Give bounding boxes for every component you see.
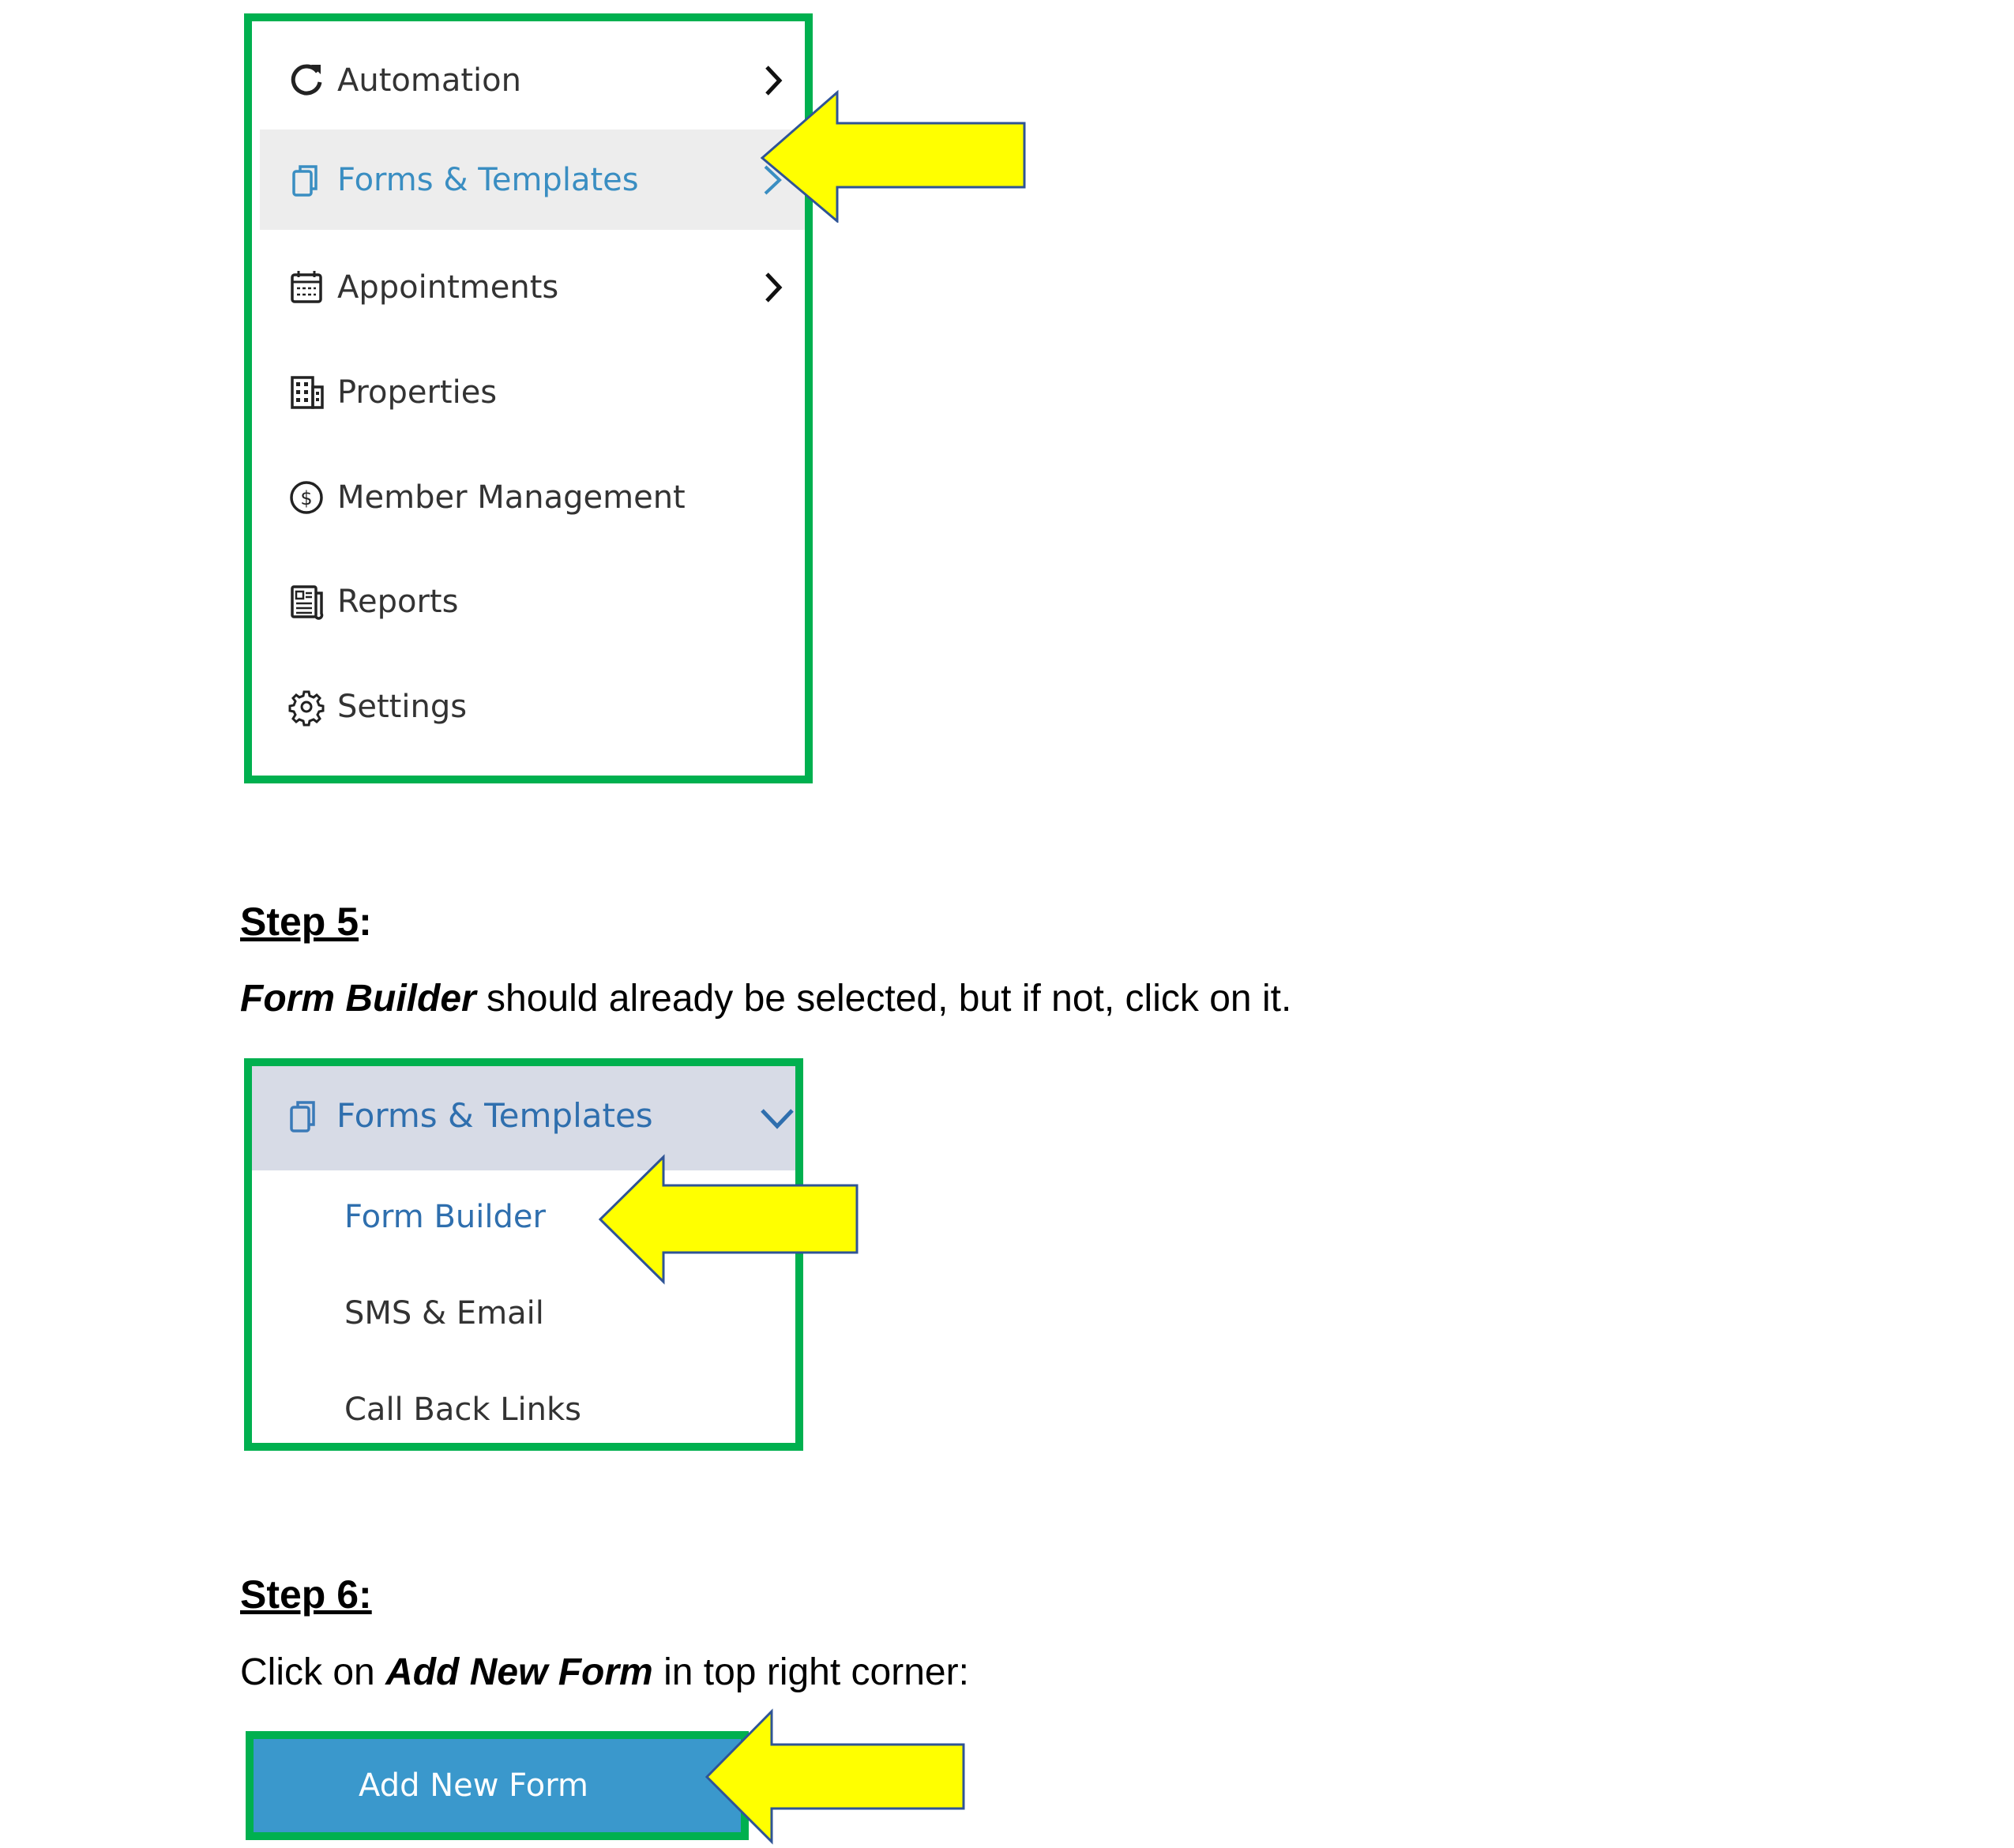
step-5-text: should already be selected, but if not, click on it.: [475, 978, 1292, 1020]
report-icon: [287, 582, 327, 622]
chevron-down-icon[interactable]: [757, 1104, 797, 1136]
sidebar-item-label: Appointments: [337, 269, 559, 306]
sidebar-item-reports[interactable]: [260, 550, 805, 653]
sidebar-item-label: Member Management: [337, 479, 686, 516]
add-new-form-button[interactable]: [254, 1739, 741, 1832]
sidebar-item-automation[interactable]: [260, 29, 805, 132]
sidebar-item-label: Automation: [337, 62, 521, 99]
step-5-heading: [240, 899, 372, 945]
sidebar-item-settings[interactable]: [260, 655, 805, 758]
step-5-instruction: [240, 977, 1291, 1020]
forms-templates-header-label: Forms & Templates: [336, 1096, 653, 1135]
highlight-frame-sidebar-menu: [244, 13, 813, 783]
dollar-circle-icon: [287, 478, 327, 517]
sidebar-item-label: Settings: [337, 689, 468, 725]
step-5-heading-label: Step 5: [240, 900, 359, 944]
sidebar-item-forms-templates[interactable]: [260, 130, 805, 230]
submenu-item-sms-email[interactable]: SMS & Email: [344, 1295, 544, 1332]
step-6-instruction: [240, 1651, 969, 1694]
copy-icon: [285, 1096, 325, 1136]
svg-text:$: $: [300, 487, 313, 509]
copy-icon: [287, 160, 327, 200]
sidebar-item-appointments[interactable]: [260, 236, 805, 339]
calendar-icon: [287, 268, 327, 307]
step-6-text-prefix: Click on: [240, 1651, 386, 1693]
submenu-item-call-back-links[interactable]: Call Back Links: [344, 1392, 581, 1428]
sidebar-item-label: Properties: [337, 374, 498, 411]
step-6-heading-label: Step 6:: [240, 1572, 372, 1617]
sidebar-item-label: Reports: [337, 584, 459, 620]
step-6-emphasis: Add New Form: [385, 1651, 653, 1693]
sidebar-item-label: Forms & Templates: [337, 161, 639, 198]
sidebar-item-properties[interactable]: [260, 341, 805, 444]
gear-icon: [287, 687, 327, 727]
add-new-form-label: Add New Form: [359, 1767, 588, 1804]
chevron-right-icon[interactable]: [757, 268, 789, 307]
refresh-icon: [287, 61, 327, 100]
sidebar-item-member-management[interactable]: [260, 446, 805, 549]
pointer-arrow-form-builder: [596, 1153, 865, 1287]
submenu-item-form-builder[interactable]: Form Builder: [344, 1199, 546, 1235]
highlight-frame-add-button: [246, 1731, 749, 1840]
step-6-heading: [240, 1572, 372, 1617]
building-icon: [287, 373, 327, 412]
step-6-text-suffix: in top right corner:: [652, 1651, 969, 1693]
pointer-arrow-forms-templates: [758, 88, 1035, 223]
pointer-arrow-add-new-form: [703, 1707, 971, 1846]
step-5-heading-colon: :: [359, 900, 372, 944]
step-5-emphasis: Form Builder: [240, 978, 476, 1020]
